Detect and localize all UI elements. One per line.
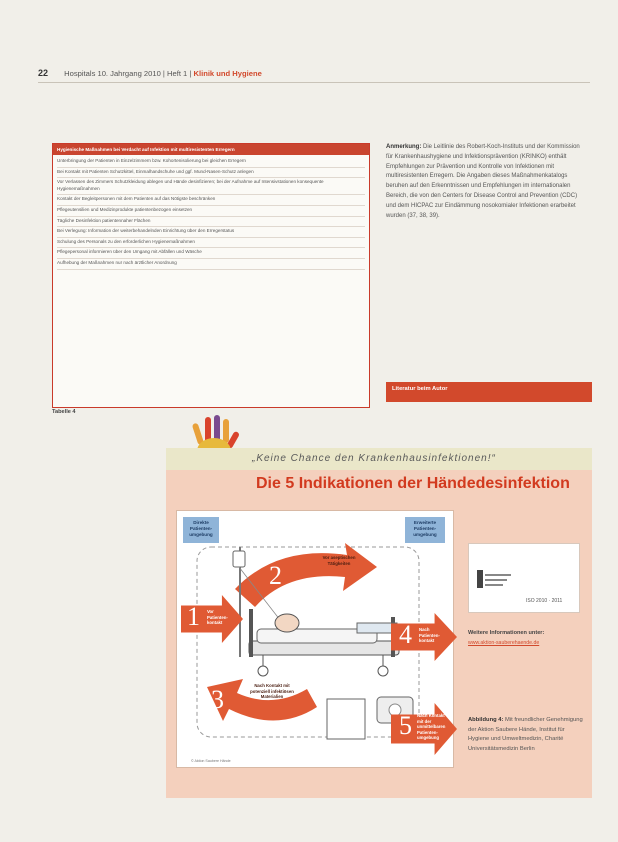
- indication-5-number: 5: [399, 711, 412, 740]
- table-row: Aufhebung der Maßnahmen nur nach ärztlicher Anordnung: [57, 259, 365, 270]
- indication-2-number: 2: [269, 561, 282, 590]
- federal-eagle-logo-icon: [475, 566, 515, 596]
- info-link[interactable]: www.aktion-sauberehaende.de: [468, 640, 540, 646]
- indication-4-number: 4: [399, 620, 412, 649]
- zone-label-extended: Erweiterte Patienten-umgebung: [405, 517, 445, 543]
- indication-5-label: Nach Kontakt mit der unmittelbaren Patienten-umgebung: [417, 713, 446, 740]
- poster-hand-disinfection: [166, 448, 592, 798]
- table-row: Vor Verlassen des Zimmers Schutzkleidung ablegen und Hände desinfizieren; bei der Aufnahme auf Intensivstationen konsequente Hygienemaßnahmen: [57, 178, 365, 195]
- figure-caption-lead: Abbildung 4:: [468, 717, 504, 723]
- table-row: Bei Verlegung: Information der weiterbehandelnden Einrichtung über den Erregerstatus: [57, 227, 365, 238]
- zone-label-direct: Direkte Patienten-umgebung: [183, 517, 219, 543]
- annotation-lead: Anmerkung:: [386, 144, 422, 150]
- poster-slogan: „Keine Chance den Krankenhausinfektionen!“: [252, 453, 496, 464]
- table-row: Schulung des Personals zu den erforderlichen Hygienemaßnahmen: [57, 238, 365, 249]
- table-row: Tägliche Desinfektion patientennaher Flächen: [57, 217, 365, 228]
- indication-2-label: Vor aseptischen Tätigkeiten: [322, 555, 356, 566]
- literature-bar: Literatur beim Autor: [386, 382, 592, 402]
- table-row: Pflegeutensilien und Medizinprodukte patientenbezogen einsetzen: [57, 206, 365, 217]
- indication-3-label: Nach Kontakt mit potenziell infektiösen Materialien: [250, 683, 294, 699]
- table-row: Bei Kontakt mit Patienten Schutzkittel, Einmalhandschuhe und ggf. Mund-Nasen-Schutz anlegen: [57, 168, 365, 179]
- table-row: Kontakt der Begleitpersonen mit dem Patienten auf das Nötigste beschränken: [57, 195, 365, 206]
- measures-table: [52, 143, 370, 408]
- diagram-credit: © Aktion Saubere Hände: [191, 759, 231, 763]
- table-title: Hygienische Maßnahmen bei Verdacht auf Infektion mit multiresistenten Erregern: [53, 144, 369, 155]
- indication-1-number: 1: [187, 602, 200, 631]
- figure-caption-text: Mit freundlicher Genehmigung der Aktion Saubere Hände, Institut für Hygiene und Umweltmedizin, Charité Universitätsmedizin Berlin: [468, 717, 583, 752]
- more-info-label: Weitere Informationen unter:: [468, 630, 545, 636]
- table-row: Unterbringung der Patienten in Einzelzimmern bzw. Kohortenisolierung bei gleichen Erregern: [57, 157, 365, 168]
- product-card: [468, 543, 580, 613]
- table-row: Pflegepersonal informieren über den Umgang mit Abfällen und Wäsche: [57, 248, 365, 259]
- annotation-text: [386, 143, 588, 221]
- poster-title: Die 5 Indikationen der Händedesinfektion: [256, 475, 570, 492]
- header-rule: [38, 82, 590, 83]
- indication-4-label: Nach Patienten-kontakt: [419, 627, 440, 643]
- indications-diagram: [176, 510, 454, 768]
- journal-info: Hospitals 10. Jahrgang 2010 | Heft 1 |: [64, 69, 192, 78]
- card-text: ISO 2010 · 2011: [526, 598, 563, 604]
- figure-caption: [468, 716, 586, 754]
- table-list: [53, 155, 369, 272]
- indication-1-label: Vor Patienten-kontakt: [207, 609, 228, 625]
- running-header: [38, 68, 262, 78]
- table-caption: Tabelle 4: [52, 409, 76, 415]
- annotation-body: Die Leitlinie des Robert-Koch-Instituts und der Kommission für Krankenhaushygiene und Infektionsprävention (KRINKO) enthält Empfehlungen zur Prävention und Kontrolle von Infektionen mit multiresistenten Erregern. Die Angaben dieses Maßnahmenkatalogs beruhen auf den Erkenntnissen und Empfehlungen im internationalen Bereich, die von den Centers for Disease Control and Prevention (CDC) und dem HICPAC zur Eindämmung nosokomialer Infektionen erarbeitet wurden (37, 38, 39).: [386, 144, 580, 219]
- indication-3-number: 3: [211, 685, 224, 714]
- section-name: Klinik und Hygiene: [193, 69, 262, 78]
- page-number: 22: [38, 68, 49, 78]
